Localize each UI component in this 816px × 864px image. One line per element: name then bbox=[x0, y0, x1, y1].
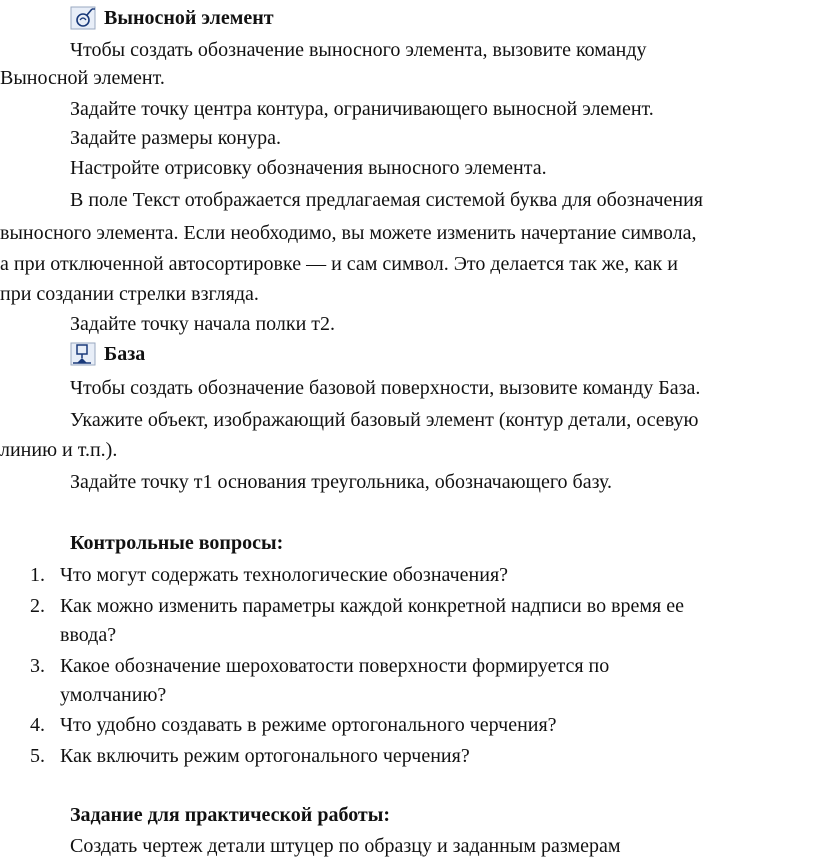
callout-element-icon bbox=[70, 6, 98, 30]
question-text: Как можно изменить параметры каждой конкретной надписи во время ее bbox=[60, 595, 684, 617]
paragraph-line: Задайте точку центра контура, ограничивающего выносной элемент. bbox=[70, 98, 654, 120]
question-text-continued: ввода? bbox=[60, 624, 117, 646]
questions-heading: Контрольные вопросы: bbox=[70, 532, 284, 554]
question-text: Как включить режим ортогонального черчения? bbox=[60, 745, 470, 767]
paragraph-line: Чтобы создать обозначение выносного элемента, вызовите команду bbox=[70, 39, 647, 61]
section-title-callout: Выносной элемент bbox=[104, 7, 274, 29]
question-text-continued: умолчанию? bbox=[60, 684, 167, 706]
practical-task-text: Создать чертеж детали штуцер по образцу и заданным размерам bbox=[70, 835, 621, 857]
base-symbol-icon bbox=[70, 342, 98, 366]
question-number: 1. bbox=[30, 564, 45, 586]
paragraph-line: Задайте точку начала полки т2. bbox=[70, 313, 336, 335]
paragraph-line: линию и т.п.). bbox=[0, 439, 118, 461]
paragraph-line: при создании стрелки взгляда. bbox=[0, 283, 259, 305]
practical-heading: Задание для практической работы: bbox=[70, 804, 391, 826]
paragraph-line: Задайте размеры конура. bbox=[70, 127, 282, 149]
section-heading-callout bbox=[70, 6, 274, 30]
paragraph-line: выносного элемента. Если необходимо, вы можете изменить начертание символа, bbox=[0, 222, 697, 244]
question-text: Что могут содержать технологические обозначения? bbox=[60, 564, 509, 586]
question-text: Какое обозначение шероховатости поверхности формируется по bbox=[60, 655, 610, 677]
question-text: Что удобно создавать в режиме ортогонального черчения? bbox=[60, 714, 557, 736]
paragraph-line: В поле Текст отображается предлагаемая системой буква для обозначения bbox=[70, 189, 703, 211]
section-title-base: База bbox=[104, 343, 146, 365]
paragraph-line: Укажите объект, изображающий базовый элемент (контур детали, осевую bbox=[70, 409, 699, 431]
paragraph-line: Чтобы создать обозначение базовой поверхности, вызовите команду База. bbox=[70, 377, 701, 399]
paragraph-line: а при отключенной автосортировке — и сам символ. Это делается так же, как и bbox=[0, 253, 678, 275]
section-heading-base bbox=[70, 342, 145, 366]
question-number: 4. bbox=[30, 714, 45, 736]
paragraph-line: Настройте отрисовку обозначения выносного элемента. bbox=[70, 157, 547, 179]
paragraph-line: Задайте точку т1 основания треугольника, обозначающего базу. bbox=[70, 471, 613, 493]
question-number: 3. bbox=[30, 655, 45, 677]
question-number: 2. bbox=[30, 595, 45, 617]
paragraph-line: Выносной элемент. bbox=[0, 67, 165, 89]
question-number: 5. bbox=[30, 745, 45, 767]
